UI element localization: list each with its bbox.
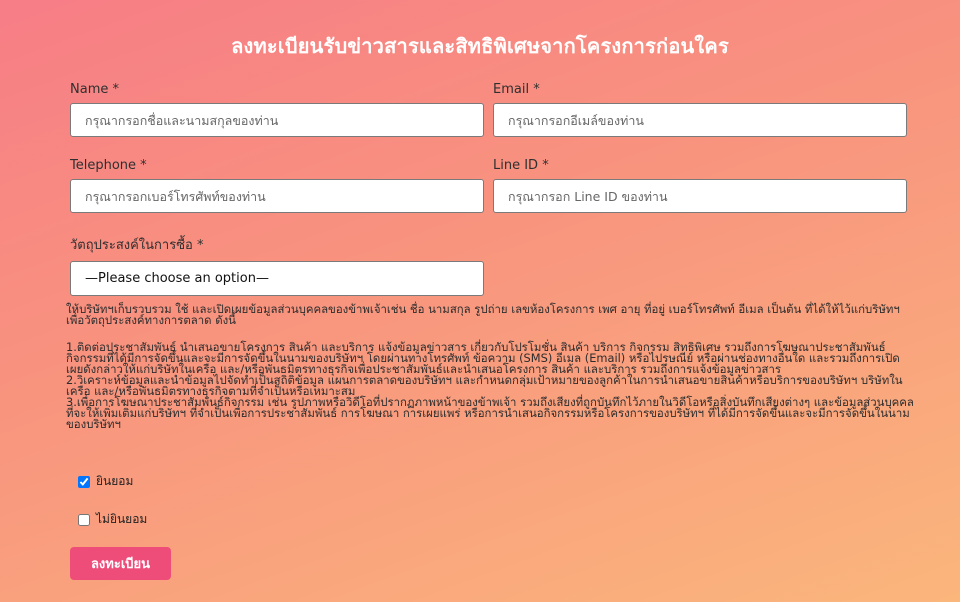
email-label: Email * xyxy=(493,82,540,97)
agree-checkbox[interactable] xyxy=(78,476,90,488)
email-input[interactable] xyxy=(493,103,907,137)
disagree-option[interactable] xyxy=(78,510,147,529)
purpose-selected-value: —Please choose an option— xyxy=(85,271,269,286)
telephone-input[interactable] xyxy=(70,179,484,213)
purpose-select[interactable] xyxy=(70,261,484,296)
disagree-checkbox[interactable] xyxy=(78,514,90,526)
agree-option[interactable] xyxy=(78,472,133,491)
consent-intro: ให้บริษัทฯเก็บรวบรวม ใช้ และเปิดเผยข้อมูลส่วนบุคคลของข้าพเจ้าเช่น ชื่อ นามสกุล รูปถ่าย เลขห้องโครงการ เพศ อายุ ที่อยู่ เบอร์โทรศัพท์ อีเมล เป็นต้น ที่ได้ให้ไว้แก่บริษัทฯ เพื่อวัตถุประสงค์ทางการตลาด ดังนี้ xyxy=(66,302,900,327)
line-id-field-group xyxy=(493,158,907,213)
email-field-group xyxy=(493,82,907,137)
form-title: ลงทะเบียนรับข่าวสารและสิทธิพิเศษจากโครงการก่อนใคร xyxy=(231,34,729,58)
disagree-label: ไม่ยินยอม xyxy=(96,512,148,526)
name-field-group xyxy=(70,82,484,137)
consent-items: 1.ติดต่อประชาสัมพันธ์ นำเสนอขายโครงการ สินค้า และบริการ แจ้งข้อมูลข่าวสาร เกี่ยวกับโปรโมชั่น สินค้า บริการ กิจกรรม สิทธิพิเศษ รวมถึงการโฆษณาประชาสัมพันธ์กิจกรรมที่ได้มีการจัดขึ้นและจะมีการจัดขึ้นในนามของบริษัทฯ โดยผ่านทางโทรศัพท์ ข้อความ (SMS) อีเมล (Email) หรือไปรษณีย์ หรือผ่านช่องทางอื่นใด และรวมถึงการเปิดเผยดังกล่าวให้แก่บริษัทในเครือ และ/หรือพันธมิตรทางธุรกิจเพื่อประชาสัมพันธ์และนำเสนอโครงการ สินค้า และบริการ รวมถึงการแจ้งข้อมูลข่าวสาร 2.วิเคราะห์ข้อมูลและนำข้อมูลไปจัดทำเป็นสถิติข้อมูล แผนการตลาดของบริษัทฯ และกำหนดกลุ่มเป้าหมายของลูกค้าในการนำเสนอขายสินค้าหรือบริการของบริษัทฯ บริษัทในเครือ และ/หรือพันธมิตรทางธุรกิจตามที่จำเป็นหรือเหมาะสม 3.เพื่อการโฆษณาประชาสัมพันธ์กิจกรรม เช่น รูปภาพหรือวิดีโอที่ปรากฏภาพหน้าของข้าพเจ้า รวมถึงเสียงที่ถูกบันทึกไว้ภายในวิดีโอหรือสิ่งบันทึกเสียงต่างๆ และข้อมูลส่วนบุคคลที่จะให้เพิ่มเติมแก่บริษัทฯ ที่จำเป็นเพื่อการประชาสัมพันธ์ การโฆษณา การเผยแพร่ หรือการนำเสนอกิจกรรมหรือโครงการของบริษัทฯ ที่ได้มีการจัดขึ้นและจะมีการจัดขึ้นในนามของบริษัทฯ xyxy=(66,340,914,431)
name-label: Name * xyxy=(70,82,119,97)
telephone-label: Telephone * xyxy=(70,158,147,173)
telephone-field-group xyxy=(70,158,484,213)
agree-label: ยินยอม xyxy=(96,474,134,488)
register-button[interactable]: ลงทะเบียน xyxy=(70,547,171,580)
line-id-input[interactable] xyxy=(493,179,907,213)
purpose-label: วัตถุประสงค์ในการซื้อ * xyxy=(70,238,204,253)
name-input[interactable] xyxy=(70,103,484,137)
line-id-label: Line ID * xyxy=(493,158,549,173)
purpose-field-group xyxy=(70,234,484,296)
